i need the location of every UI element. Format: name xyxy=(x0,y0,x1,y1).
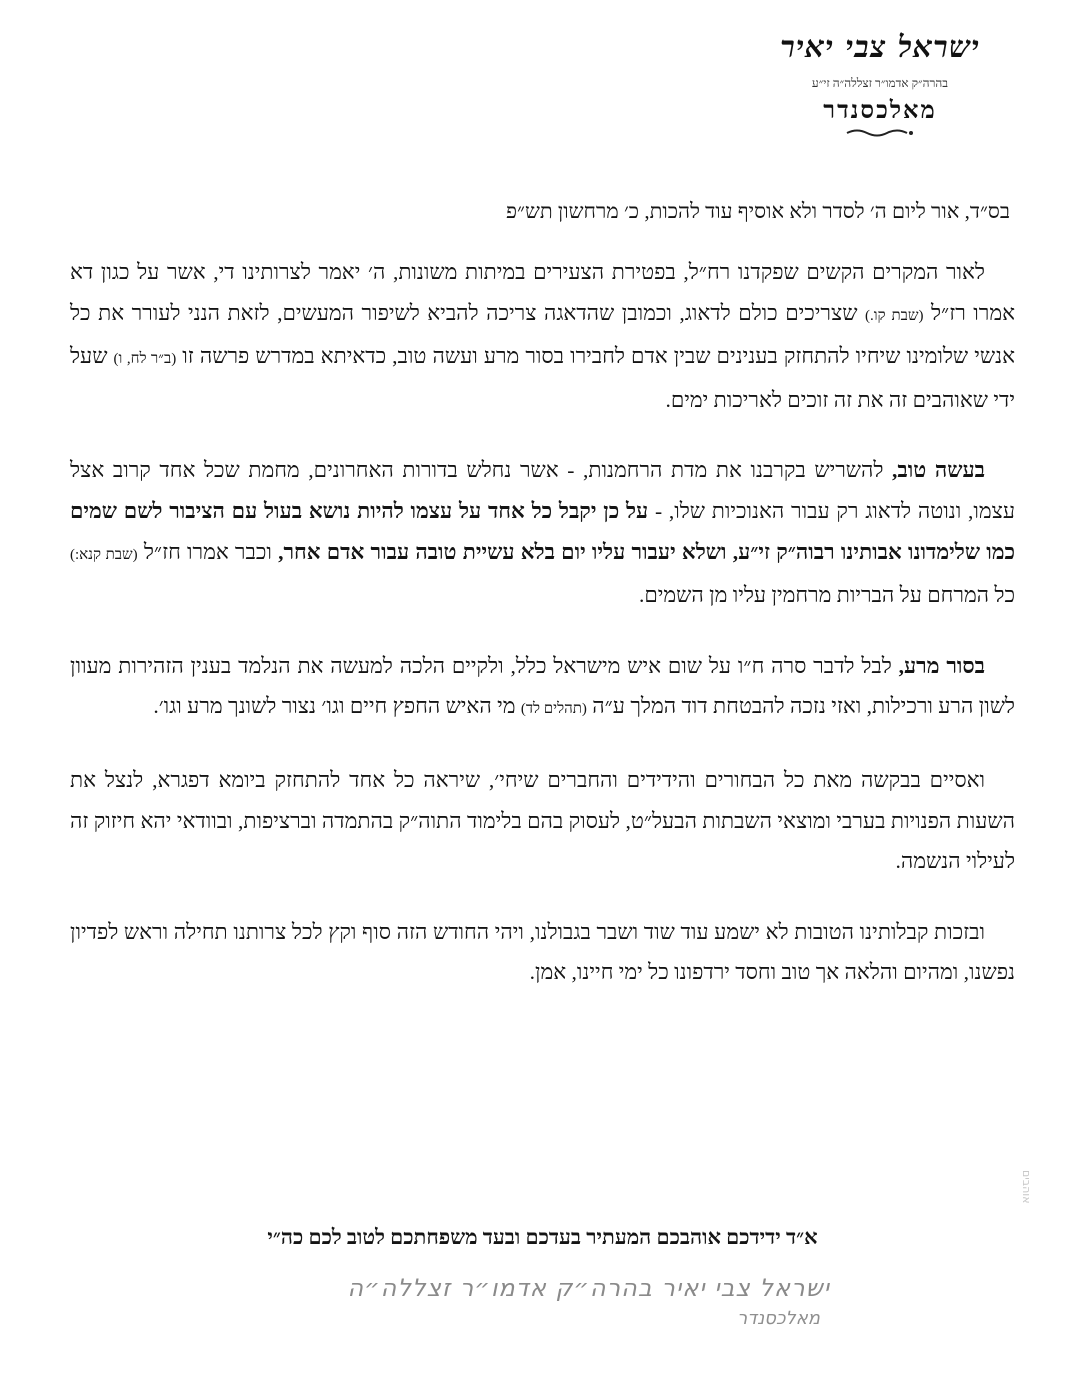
text-span: לבל לדבר סרה ח״ו על שום איש מישראל כלל, ולקיים הלכה למעשה את הנלמד בענין הזהירות מעוון לשון הרע ורכילות, ואזי נזכה להבטחת דוד המלך ע״ה xyxy=(70,653,1015,719)
text-span: שעל ידי שאוהבים זה את זה זוכים לאריכות ימים. xyxy=(70,344,1015,412)
watermark: אוהבים xyxy=(1020,1170,1033,1204)
bold-heading: בסור מרע, xyxy=(898,653,985,678)
source-reference: (ב״ר לח, ו) xyxy=(113,351,177,368)
text-span: להשריש בקרבנו את מדת הרחמנות, - אשר נחלש בדורות האחרונים, מחמת שכל אחד קרוב אצל עצמו, ונוטה לדאוג רק עבור האנוכיות שלו, - xyxy=(70,458,1016,523)
source-reference: (שבת קו.) xyxy=(864,307,924,324)
text-span: שצריכים כולם לדאוג, וכמובן שהדאגה צריכה להביא לשיפור המעשים, לזאת הנני לעורר את כל אנשי שלומינו שיחיו להתחזק בענינים שבין אדם לחבירו בסור מרע ועשה טוב, כדאיתא במדרש פרשה זו xyxy=(70,300,1015,369)
paragraph-2 xyxy=(70,450,1015,615)
signature-line-2: מאלכסנדר xyxy=(737,1308,820,1329)
letterhead-place: מאלכסנדר xyxy=(823,95,937,124)
text-span: מי האיש החפץ חיים וגו׳ נצור לשונך מרע וגו׳. xyxy=(153,694,521,719)
source-reference: (תהלים לד) xyxy=(520,701,587,718)
handwritten-signature xyxy=(270,1268,830,1348)
paragraph-5: ובזכות קבלותינו הטובות לא ישמע עוד שוד ושבר בגבולנו, ויהי החודש הזה סוף וקץ לכל צרותנו תחילה וראש לפדיון נפשנו, ומהיום והלאה אך טוב וחסד ירדפונו כל ימי חיינו, אמן. xyxy=(70,919,1015,985)
source-reference: (שבת קנא:) xyxy=(70,546,138,563)
ornament-icon xyxy=(845,128,915,138)
text-span: לאור המקרים הקשים שפקדנו רח״ל, בפטירת הצעירים במיתות משונות, ה׳ יאמר לצרותינו די, אשר על כגון דא אמרו רז״ל xyxy=(70,260,1015,325)
text-span: וכבר אמרו חז״ל xyxy=(137,539,279,564)
bold-heading: בעשה טוב, xyxy=(892,458,985,483)
closing-line: א״ד ידידכם אוהבכם המעתיר בעדכם ובעד משפחתכם לטוב לכם כה״י xyxy=(267,1225,818,1249)
bold-text: על כן יקבל כל אחד על עצמו להיות נושא בעול עם הציבור לשם שמים כמו שלימדונו אבותינו רבוה״ק זי״ע, ושלא יעבור עליו יום בלא עשיית טובה עבור אדם אחר, xyxy=(70,498,1016,564)
letterhead-title: בהרה״ק אדמו״ר זצללה״ה זי״ע xyxy=(811,76,949,90)
letterhead-name: ישראל צבי יאיר xyxy=(780,30,980,65)
paragraph-1 xyxy=(70,252,1015,420)
text-span: כל המרחם על הבריות מרחמין עליו מן השמים. xyxy=(638,583,1015,608)
letter-body xyxy=(70,252,1015,1023)
paragraph-4: ואסיים בבקשה מאת כל הבחורים והידידים והחברים שיחי׳, שיראה כל אחד להתחזק ביומא דפגרא, לנצל את השעות הפנויות בערבי ומוצאי השבתות הבעל״ט, לעסוק בהם בלימוד התוה״ק בהתמדה וברציפות, ובוודאי יהא חיזוק זה לעילוי הנשמה. xyxy=(70,767,1015,874)
signature-line-1: ישראל צבי יאיר בהרה״ק אדמו״ר זצללה״ה xyxy=(347,1274,830,1302)
letterhead xyxy=(775,28,985,138)
paragraph-3 xyxy=(70,646,1015,730)
dateline: בס״ד, אור ליום ה׳ לסדר ולא אוסיף עוד להכות, כ׳ מרחשון תש״פ xyxy=(506,199,1010,223)
